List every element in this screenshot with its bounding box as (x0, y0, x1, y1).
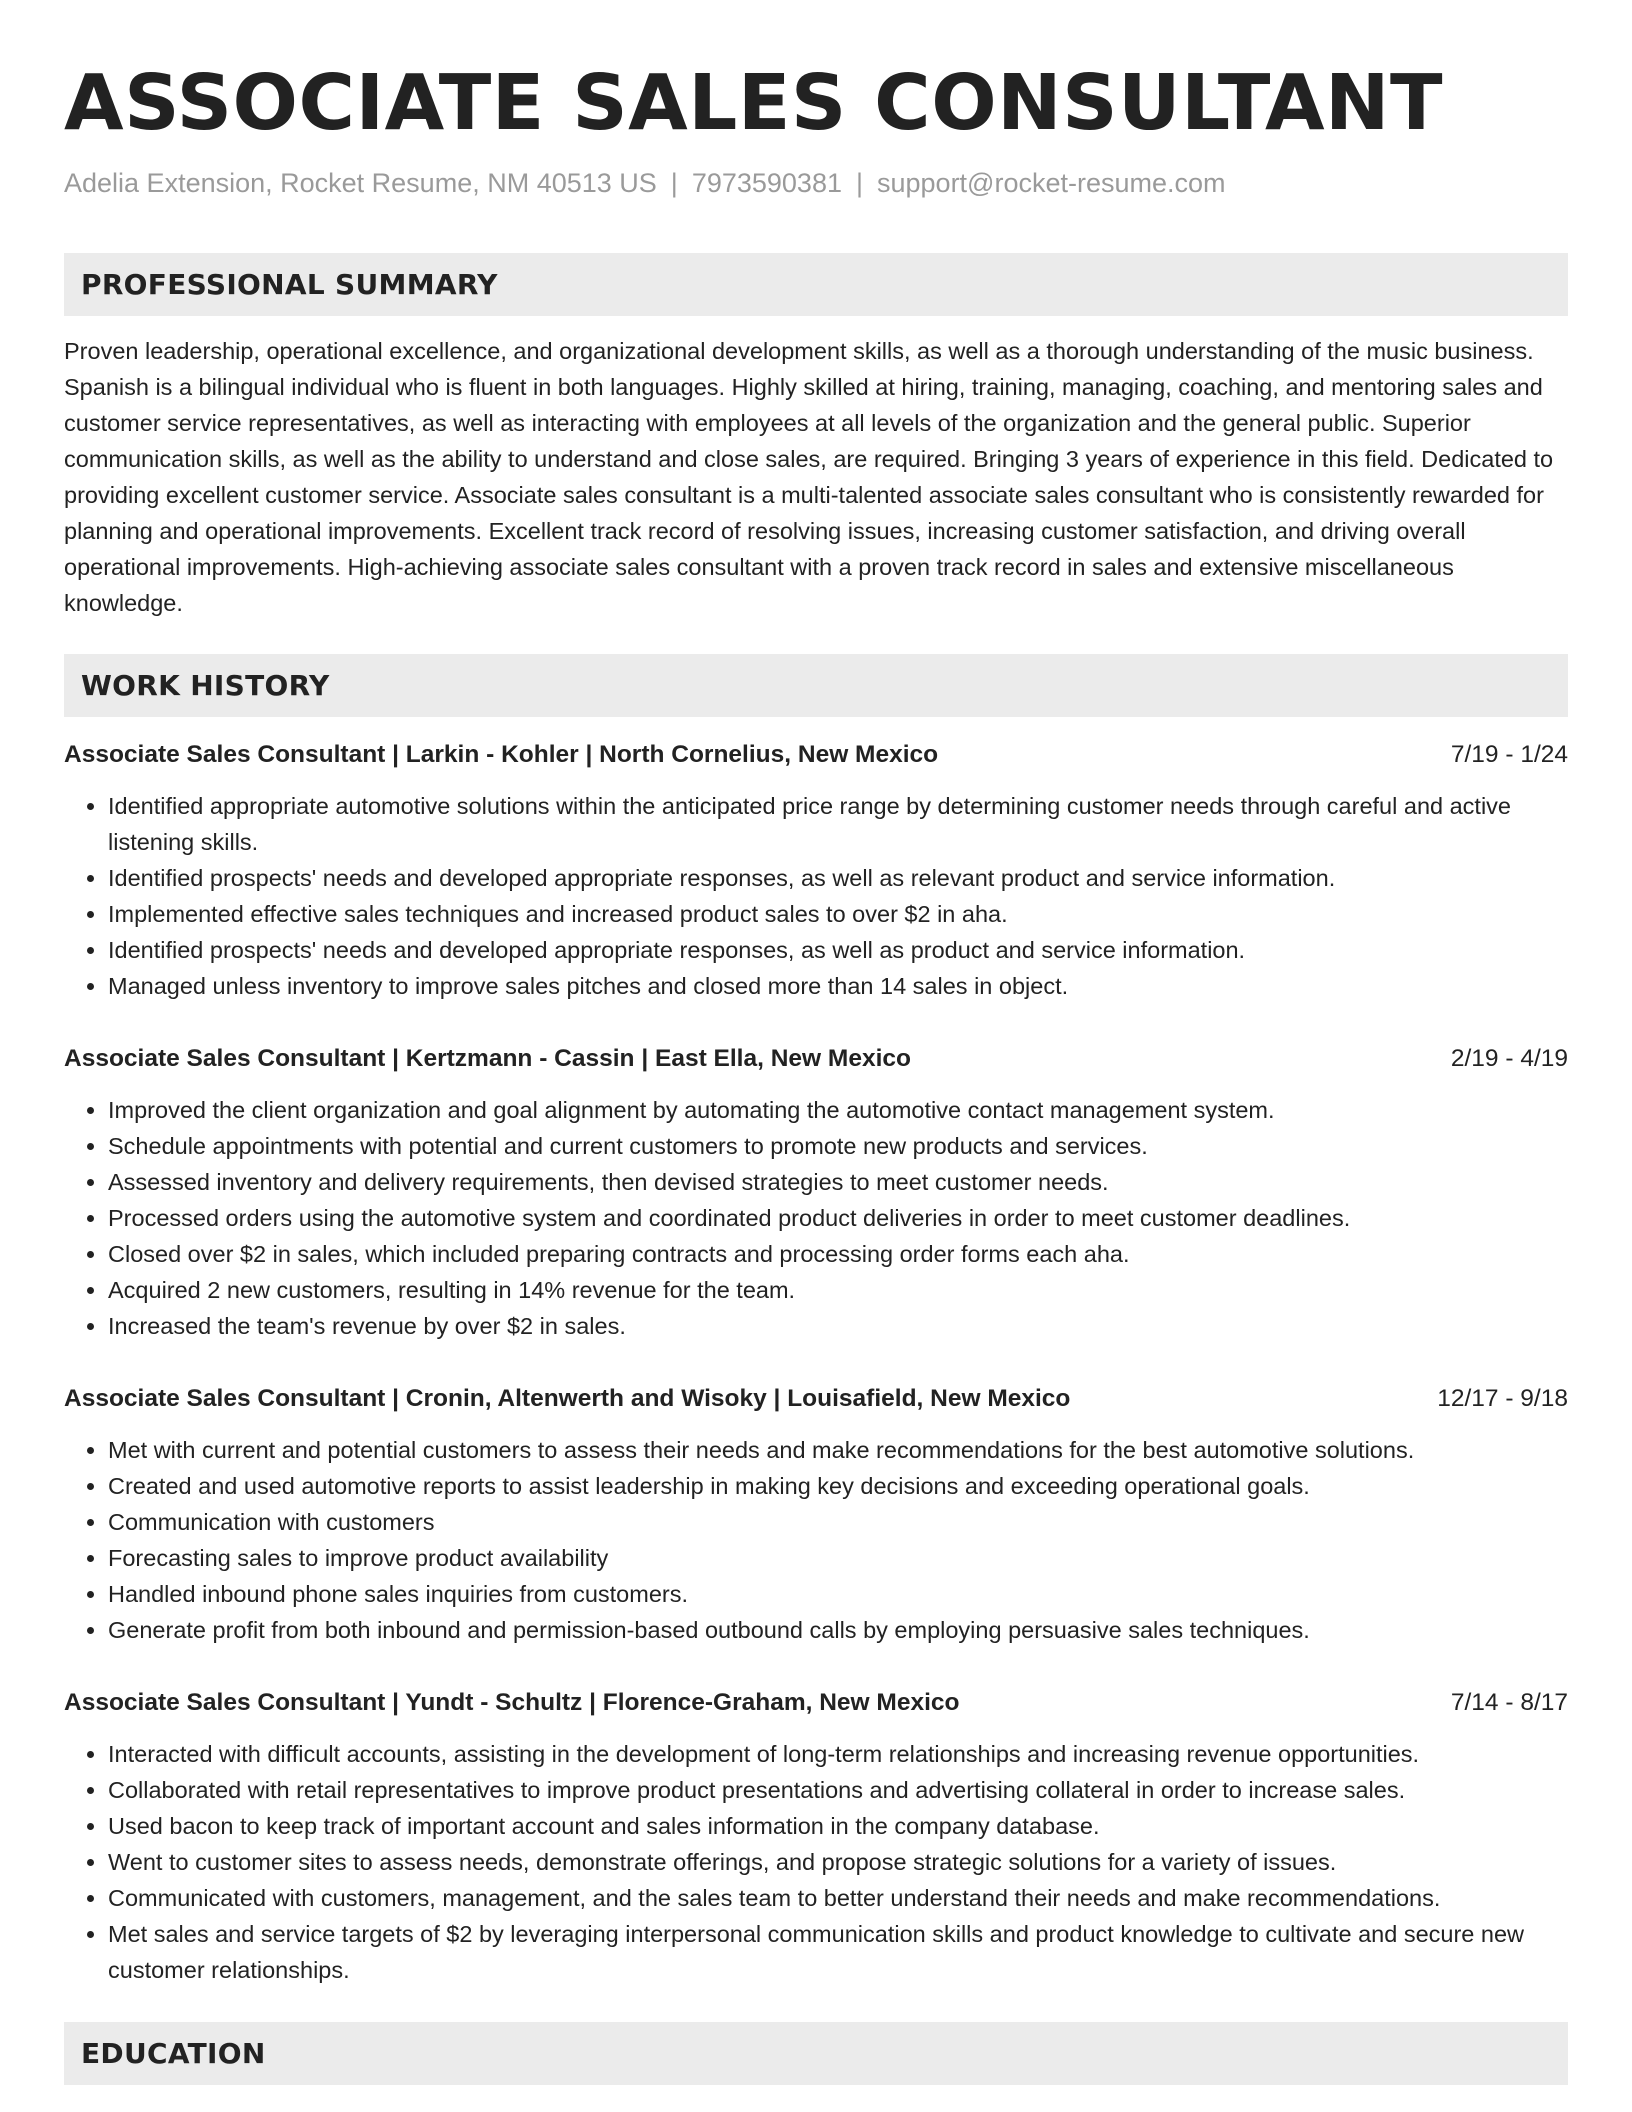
job-entry (64, 738, 1568, 1004)
job-entry (64, 1686, 1568, 1988)
job-dates: 12/17 - 9/18 (1437, 1385, 1568, 1412)
job-bullet: • Assessed inventory and delivery requirements, then devised strategies to meet customer needs. (108, 1164, 1568, 1200)
job-bullet-list (64, 1432, 1568, 1648)
summary-text: Proven leadership, operational excellence, and organizational development skills, as well as a thorough understanding of the music business. Spanish is a bilingual individual who is fluent in both languages. Highly skilled at hiring, training, managing, coaching, and mentoring sales and customer service representatives, as well as interacting with employees at all levels of the organization and the general public. Superior communication skills, as well as the ability to understand and close sales, are required. Bringing 3 years of experience in this field. Dedicated to providing excellent customer service. Associate sales consultant is a multi-talented associate sales consultant who is consistently rewarded for planning and operational improvements. Excellent track record of resolving issues, increasing customer satisfaction, and driving overall operational improvements. High-achieving associate sales consultant with a proven track record in sales and extensive miscellaneous knowledge. (64, 338, 1554, 616)
job-bullet-list (64, 1092, 1568, 1344)
job-title: Associate Sales Consultant | Cronin, Altenwerth and Wisoky | Louisafield, New Mexico (64, 1385, 1071, 1412)
job-bullet: • Interacted with difficult accounts, assisting in the development of long-term relationships and increasing revenue opportunities. (108, 1736, 1568, 1772)
job-bullet-list (64, 1736, 1568, 1988)
job-title: Associate Sales Consultant | Kertzmann - Cassin | East Ella, New Mexico (64, 1045, 911, 1072)
summary-section-header (64, 253, 1568, 316)
job-bullet: • Processed orders using the automotive system and coordinated product deliveries in order to meet customer deadlines. (108, 1200, 1568, 1236)
job-bullet: • Met sales and service targets of $2 by leveraging interpersonal communication skills and product knowledge to cultivate and secure new customer relationships. (108, 1916, 1568, 1988)
job-dates: 7/19 - 1/24 (1450, 741, 1568, 768)
summary-heading: PROFESSIONAL SUMMARY (81, 268, 498, 301)
contact-line (64, 166, 1568, 200)
job-header (64, 1686, 1568, 1720)
job-dates: 7/14 - 8/17 (1450, 1689, 1568, 1716)
job-bullet: • Identified prospects' needs and developed appropriate responses, as well as product and service information. (108, 932, 1568, 968)
work-history-list (64, 738, 1568, 1988)
job-bullet: • Improved the client organization and goal alignment by automating the automotive contact management system. (108, 1092, 1568, 1128)
education-section-header (64, 2022, 1568, 2085)
job-bullet: • Communication with customers (108, 1504, 1568, 1540)
job-bullet: • Closed over $2 in sales, which included preparing contracts and processing order forms each aha. (108, 1236, 1568, 1272)
job-header (64, 1382, 1568, 1416)
contact-email: support@rocket-resume.com (877, 168, 1226, 198)
job-bullet: • Handled inbound phone sales inquiries from customers. (108, 1576, 1568, 1612)
job-bullet: • Schedule appointments with potential and current customers to promote new products and services. (108, 1128, 1568, 1164)
job-entry (64, 1042, 1568, 1344)
job-bullet: • Identified appropriate automotive solutions within the anticipated price range by determining customer needs through careful and active listening skills. (108, 788, 1568, 860)
job-bullet: • Identified prospects' needs and developed appropriate responses, as well as relevant product and service information. (108, 860, 1568, 896)
job-bullet: • Acquired 2 new customers, resulting in 14% revenue for the team. (108, 1272, 1568, 1308)
job-header (64, 1042, 1568, 1076)
work-history-heading: WORK HISTORY (81, 669, 330, 702)
job-bullet: • Collaborated with retail representatives to improve product presentations and advertising collateral in order to increase sales. (108, 1772, 1568, 1808)
contact-separator: | (670, 168, 678, 198)
job-bullet: • Increased the team's revenue by over $2 in sales. (108, 1308, 1568, 1344)
job-title: Associate Sales Consultant | Larkin - Kohler | North Cornelius, New Mexico (64, 741, 939, 768)
job-bullet: • Met with current and potential customers to assess their needs and make recommendations for the best automotive solutions. (108, 1432, 1568, 1468)
resume-title: ASSOCIATE SALES CONSULTANT (64, 59, 1443, 148)
job-bullet: • Went to customer sites to assess needs, demonstrate offerings, and propose strategic solutions for a variety of issues. (108, 1844, 1568, 1880)
contact-address: Adelia Extension, Rocket Resume, NM 40513 US (64, 168, 657, 198)
contact-phone: 7973590381 (691, 168, 842, 198)
job-bullet: • Communicated with customers, management, and the sales team to better understand their needs and make recommendations. (108, 1880, 1568, 1916)
job-bullet-list (64, 788, 1568, 1004)
job-bullet: • Created and used automotive reports to assist leadership in making key decisions and exceeding operational goals. (108, 1468, 1568, 1504)
job-bullet: • Implemented effective sales techniques and increased product sales to over $2 in aha. (108, 896, 1568, 932)
contact-separator: | (855, 168, 863, 198)
education-heading: EDUCATION (81, 2037, 266, 2070)
job-title: Associate Sales Consultant | Yundt - Schultz | Florence-Graham, New Mexico (64, 1689, 960, 1716)
job-bullet: • Managed unless inventory to improve sales pitches and closed more than 14 sales in object. (108, 968, 1568, 1004)
job-header (64, 738, 1568, 772)
job-bullet: • Used bacon to keep track of important account and sales information in the company database. (108, 1808, 1568, 1844)
work-history-section-header (64, 654, 1568, 717)
job-entry (64, 1382, 1568, 1648)
job-bullet: • Generate profit from both inbound and permission-based outbound calls by employing persuasive sales techniques. (108, 1612, 1568, 1648)
job-dates: 2/19 - 4/19 (1450, 1045, 1568, 1072)
job-bullet: • Forecasting sales to improve product availability (108, 1540, 1568, 1576)
